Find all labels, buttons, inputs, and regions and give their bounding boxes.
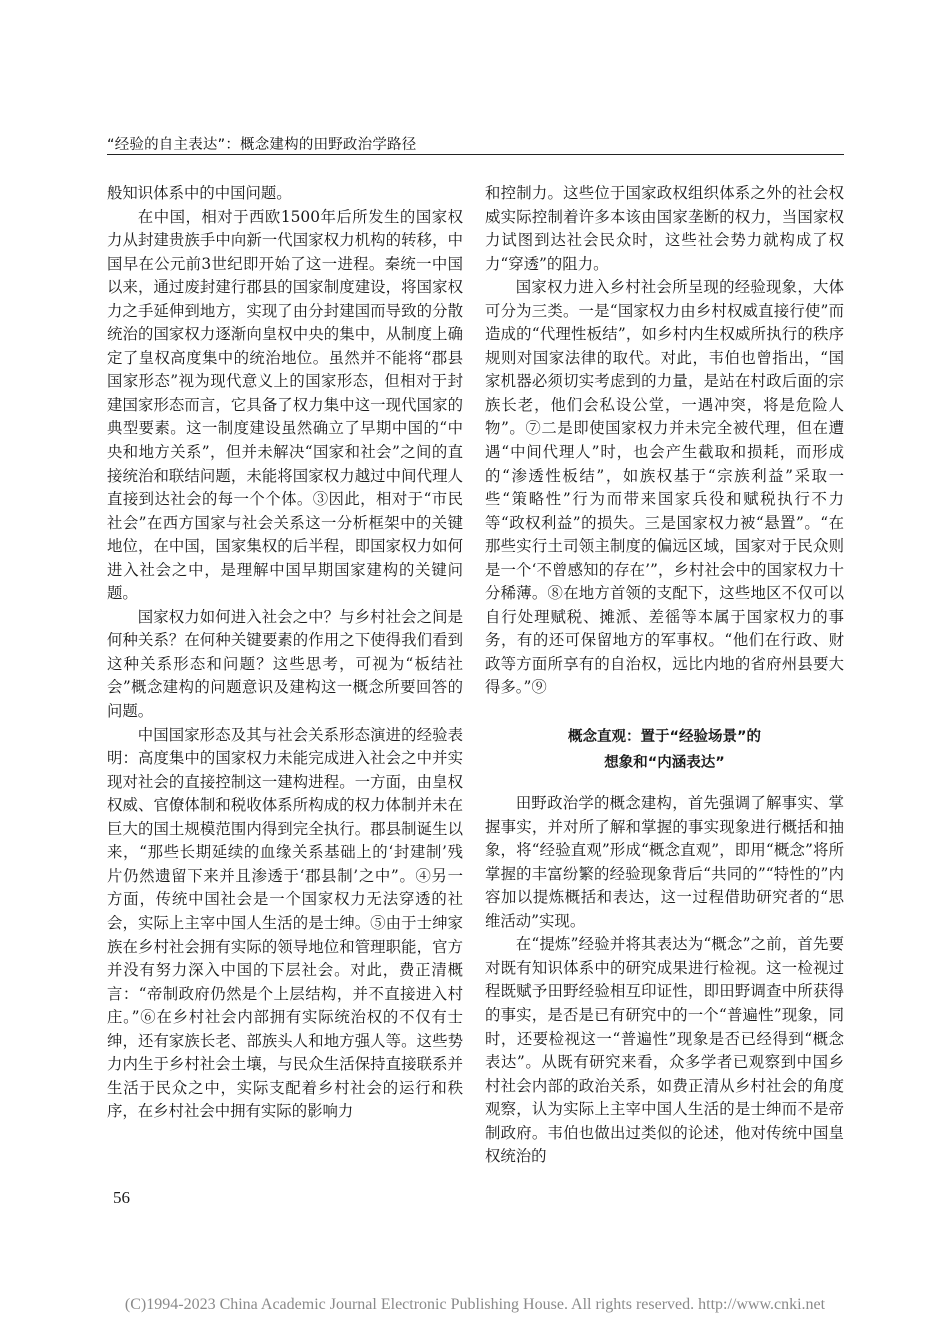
paragraph: 在“提炼”经验并将其表达为“概念”之前，首先要对既有知识体系中的研究成果进行检视。这一检视过程既赋予田野经验相互印证性，即田野调查中所获得的事实，是否是已有研究中的一个“普遍性”现象，同时，还要检视这一“普遍性”现象是否已经得到“概念表达”。从既有研究来看，众多学者已观察到中国乡村社会内部的政治关系，如费正清从乡村社会的角度观察，认为实际上主宰中国人生活的是士绅而不是帝制政府。韦伯也做出过类似的论述，他对传统中国皇权统治的 — [485, 935, 844, 1166]
copyright-footer: (C)1994-2023 China Academic Journal Electronic Publishing House. All rights reserved. http://www.cnki.net — [124, 1296, 826, 1313]
paragraph: 和控制力。这些位于国家政权组织体系之外的社会权威实际控制着许多本该由国家垄断的权力，当国家权力试图到达社会民众时，这些社会势力就构成了权力“穿透”的阻力。 — [485, 184, 844, 273]
paragraph: 田野政治学的概念建构，首先强调了解事实、掌握事实，并对所了解和掌握的事实现象进行概括和抽象，将“经验直观”形成“概念直观”，即用“概念”将所掌握的丰富纷繁的经验现象背后“共同的”“特性的”内容加以提炼概括和表达，这一过程借助研究者的“思维活动”实现。 — [485, 794, 844, 930]
paragraph: 中国国家形态及其与社会关系形态演进的经验表明：高度集中的国家权力未能完成进入社会之中并实现对社会的直接控制这一建构进程。一方面，由皇权权威、官僚体制和税收体系所构成的权力体制并未在巨大的国土规模范围内得到完全执行。郡县制诞生以来，“那些长期延续的血缘关系基础上的‘封建制’残片仍然遗留下来并且渗透于‘郡县制’之中”。④另一方面，传统中国社会是一个国家权力无法穿透的社会，实际上主宰中国人生活的是士绅。⑤由于士绅家族在乡村社会拥有实际的领导地位和管理职能，官方并没有努力深入中国的下层社会。对此，费正清概言：“帝制政府仍然是个上层结构，并不直接进入村庄。”⑥在乡村社会内部拥有实际统治权的不仅有士绅，还有家族长老、部族头人和地方强人等。这些势力内生于乡村社会土壤，与民众生活保持直接联系并生活于民众之中，实际支配着乡村社会的运行和秩序，在乡村社会中拥有实际的影响力 — [107, 725, 463, 1121]
left-column — [107, 182, 463, 1124]
section-heading — [485, 724, 844, 776]
paragraph: 国家权力进入乡村社会所呈现的经验现象，大体可分为三类。一是“国家权力由乡村权威直接行使”而造成的“代理性板结”，如乡村内生权威所执行的秩序规则对国家法律的取代。对此，韦伯也曾指出，“国家机器必须切实考虑到的力量，是站在村政后面的宗族长老，他们会私设公堂，一遇冲突，将是危险人物”。⑦二是即使国家权力并未完全被代理，但在遭遇“中间代理人”时，也会产生截取和损耗，而形成的“渗透性板结”，如族权基于“宗族利益”采取一些“策略性”行为而带来国家兵役和赋税执行不力等“政权利益”的损失。三是国家权力被“悬置”。“在那些实行土司领主制度的偏远区域，国家对于民众则是一个‘不曾感知的存在’”，乡村社会中的国家权力十分稀薄。⑧在地方首领的支配下，这些地区不仅可以自行处理赋税、摊派、差徭等本属于国家权力的事务，有的还可保留地方的军事权。“他们在行政、财政等方面所享有的自治权，远比内地的省府州县要大得多。”⑨ — [485, 278, 844, 697]
right-column — [485, 182, 844, 1169]
section-heading-line: 概念直观：置于“经验场景”的 — [567, 729, 762, 746]
paragraph: 在中国，相对于西欧1500年后所发生的国家权力从封建贵族手中向新一代国家权力机构的转移，中国早在公元前3世纪即开始了这一进程。秦统一中国以来，通过废封建行郡县的国家制度建设，将国家权力之手延伸到地方，实现了由分封建国而导致的分散统治的国家权力逐渐向皇权中央的集中，从制度上确定了皇权高度集中的统治地位。虽然并不能将“郡县国家形态”视为现代意义上的国家形态，但相对于封建国家形态而言，它具备了权力集中这一现代国家的典型要素。这一制度建设虽然确立了早期中国的“中央和地方关系”，但并未解决“国家和社会”之间的直接统治和联结问题，未能将国家权力越过中间代理人直接到达社会的每一个个体。③因此，相对于“市民社会”在西方国家与社会关系这一分析框架中的关键地位，在中国，国家集权的后半程，即国家权力如何进入社会之中，是理解中国早期国家建构的关键问题。 — [107, 207, 463, 603]
header-rule — [107, 154, 844, 155]
paragraph: 国家权力如何进入社会之中？与乡村社会之间是何种关系？在何种关键要素的作用之下使得我们看到这种关系形态和问题？这些思考，可视为“板结社会”概念建构的问题意识及建构这一概念所要回答的问题。 — [107, 607, 463, 721]
paragraph: 般知识体系中的中国问题。 — [107, 184, 292, 202]
running-title: “经验的自主表达”：概念建构的田野政治学路径 — [107, 137, 417, 153]
page-number: 56 — [113, 1188, 130, 1207]
section-heading-line: 想象和“内涵表达” — [604, 755, 725, 772]
